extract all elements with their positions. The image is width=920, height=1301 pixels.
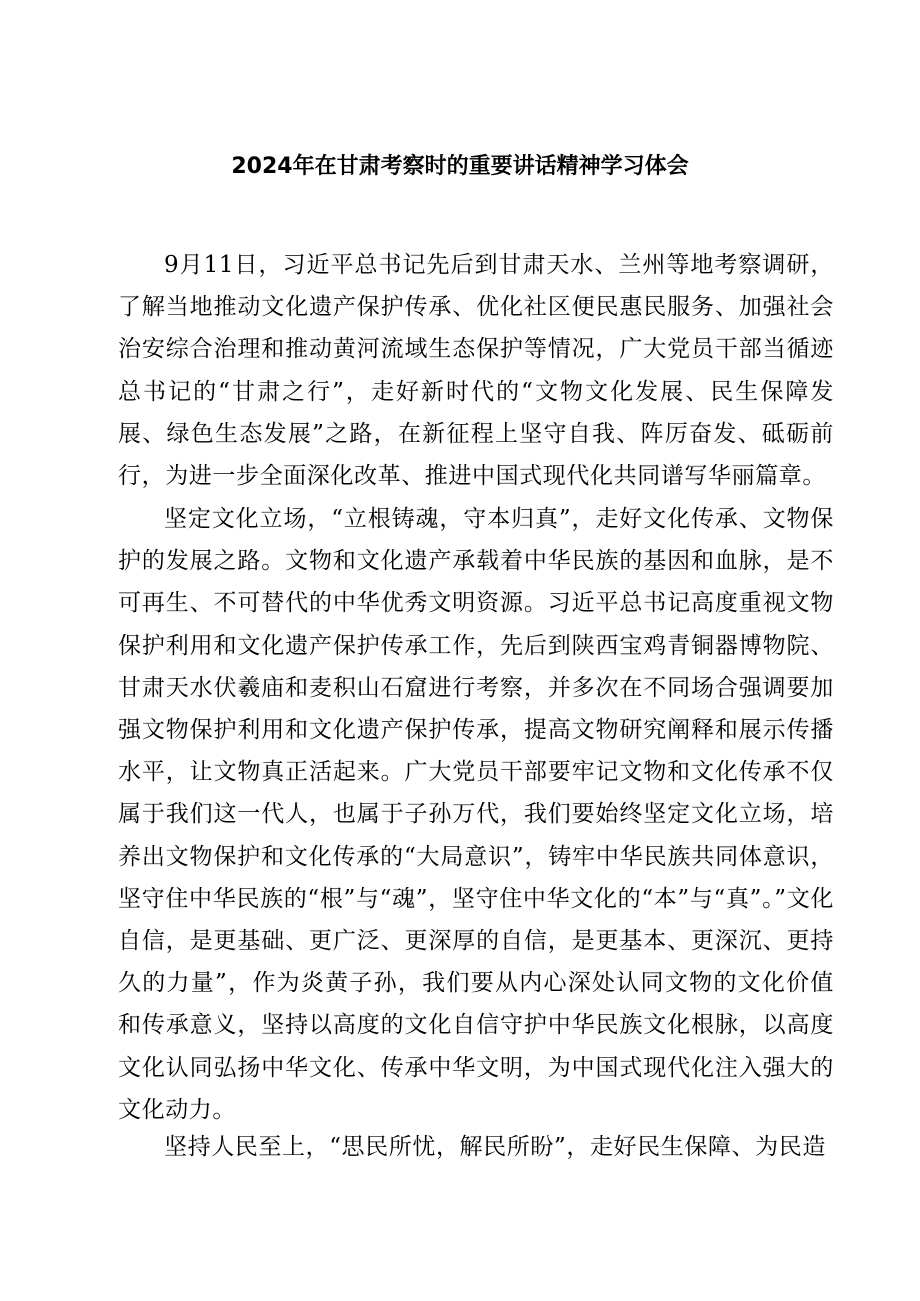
document-title: 2024年在甘肃考察时的重要讲话精神学习体会 xyxy=(231,154,689,179)
paragraph-3: 坚持人民至上，“思民所忧，解民所盼”，走好民生保障、为民造 xyxy=(164,1134,826,1160)
paragraph-2: 坚定文化立场，“立根铸魂，守本归真”，走好文化传承、文物保护的发展之路。文物和文化遗产承载着中华民族的基因和血脉，是不可再生、不可替代的中华优秀文明资源。习近平总书记高度重视文物保护利用和文化遗产保护传承工作，先后到陕西宝鸡青铜器博物院、甘肃天水伏羲庙和麦积山石窟进行考察，并多次在不同场合强调要加强文物保护利用和文化遗产保护传承，提高文物研究阐释和展示传播水平，让文物真正活起来。广大党员干部要牢记文物和文化传承不仅属于我们这一代人，也属于子孙万代，我们要始终坚定文化立场，培养出文物保护和文化传承的“大局意识”，铸牢中华民族共同体意识，坚守住中华民族的“根”与“魂”，坚守住中华文化的“本”与“真”。”文化自信，是更基础、更广泛、更深厚的自信，是更基本、更深沉、更持久的力量”，作为炎黄子孙，我们要从内心深处认同文物的文化价值和传承意义，坚持以高度的文化自信守护中华民族文化根脉，以高度文化认同弘扬中华文化、传承中华文明，为中国式现代化注入强大的文化动力。 xyxy=(118,506,834,1123)
paragraph-1: 9月11日，习近平总书记先后到甘肃天水、兰州等地考察调研，了解当地推动文化遗产保护传承、优化社区便民惠民服务、加强社会治安综合治理和推动黄河流域生态保护等情况，广大党员干部当循迹总书记的“甘肃之行”，走好新时代的“文物文化发展、民生保障发展、绿色生态发展”之路，在新征程上坚守自我、阵厉奋发、砥砺前行，为进一步全面深化改革、推进中国式现代化共同谱写华丽篇章。 xyxy=(118,252,834,490)
